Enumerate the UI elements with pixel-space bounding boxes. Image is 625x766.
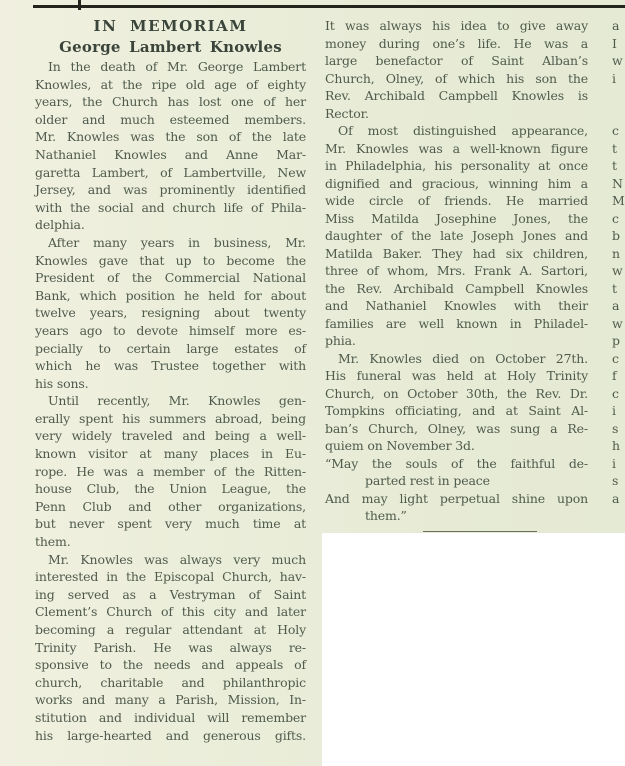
body-text-line: wide circle of friends. He married [325, 193, 588, 208]
body-text-line: quiem on November 3d. [325, 438, 475, 453]
cutoff-letter-fragment: s [612, 473, 619, 488]
body-text-line: twelve years, resigning about twenty [35, 305, 306, 321]
body-text-line: three of whom, Mrs. Frank A. Sartori, [325, 263, 588, 278]
article-title: IN MEMORIAM [93, 17, 248, 35]
article-subtitle: George Lambert Knowles [59, 38, 282, 56]
body-text-line: ban’s Church, Olney, was sung a Re- [325, 420, 588, 436]
body-text-line: his sons. [35, 375, 89, 391]
body-text-line: And may light perpetual shine upon [325, 490, 588, 506]
body-text-line: Rector. [325, 105, 369, 121]
body-text-line: very widely traveled and being a well- [35, 428, 306, 444]
body-text-line: In the death of Mr. George Lambert [48, 59, 306, 74]
middle-column [325, 16, 588, 550]
body-text-line: garetta Lambert, of Lambertville, New [35, 164, 306, 180]
printing-mark [78, 0, 81, 10]
body-text-line: Knowles, at the ripe old age of eighty [35, 76, 306, 92]
body-text-line: rope. He was a member of the Ritten- [35, 463, 306, 479]
body-text-line: and Nathaniel Knowles with their [325, 298, 588, 313]
cutoff-letter-fragment: M [612, 193, 625, 208]
body-text-line: which he was Trustee together with [35, 358, 306, 374]
body-text-line: years, the Church has lost one of her [35, 94, 306, 110]
cutoff-letter-fragment: w [612, 53, 623, 68]
body-text-line: Trinity Parish. He was always re- [35, 639, 306, 655]
body-text-line: in Philadelphia, his personality at once [325, 158, 588, 173]
body-text-line: phia. [325, 333, 356, 348]
cutoff-letter-fragment: b [612, 228, 621, 243]
body-text-line: Rev. Archibald Campbell Knowles is [325, 88, 588, 103]
cutoff-letter-fragment: i [612, 70, 616, 86]
body-text-line: Church, Olney, of which his son the [325, 70, 588, 86]
body-text-line: erally spent his summers abroad, being [35, 410, 306, 426]
body-text-line: his large-hearted and generous gifts. [35, 727, 306, 743]
body-text-line: Jersey, and was prominently identified [35, 182, 306, 198]
body-text-line: Mr. Knowles was always very much [48, 551, 306, 567]
body-text-line: stitution and individual will remember [35, 709, 306, 725]
body-text-line: Matilda Baker. They had six children, [325, 245, 588, 261]
left-column [35, 13, 306, 744]
body-text-line: becoming a regular attendant at Holy [35, 622, 306, 637]
cutoff-letter-fragment: n [612, 245, 621, 261]
body-text-line: years ago to devote himself more es- [35, 322, 306, 338]
body-text-line: Church, on October 30th, the Rev. Dr. [325, 385, 588, 401]
body-text-line: known visitor at many places in Eu- [35, 446, 306, 462]
cutoff-letter-fragment: s [612, 420, 619, 436]
right-column-fragments [612, 16, 625, 525]
middle-column-text [325, 17, 588, 525]
body-text-line: families are well known in Philadel- [325, 315, 588, 331]
cutoff-letter-fragment: c [612, 350, 620, 366]
body-text-line: delphia. [35, 217, 85, 233]
cutoff-letter-fragment: c [612, 123, 620, 138]
cutoff-letter-fragment: w [612, 315, 623, 331]
cutoff-letter-fragment: N [612, 175, 623, 191]
body-text-line: Knowles gave that up to become the [35, 252, 306, 268]
cutoff-letter-fragment: c [612, 210, 620, 226]
cutoff-letter-fragment: p [612, 333, 621, 348]
body-text-line: Until recently, Mr. Knowles gen- [48, 393, 306, 409]
cutoff-letter-fragment [612, 105, 625, 123]
cutoff-letter-fragment: f [612, 368, 617, 383]
body-text-line: but never spent very much time at [35, 516, 306, 532]
body-text-line: pecially to certain large estates of [35, 340, 306, 356]
body-text-line: interested in the Episcopal Church, hav- [35, 569, 306, 585]
body-text-line: Penn Club and other organizations, [35, 498, 306, 514]
cutoff-letter-fragment [612, 507, 625, 525]
body-text-line: them. [35, 534, 71, 550]
cutoff-letter-fragment: i [612, 455, 616, 471]
body-text-line: ing served as a Vestryman of Saint [35, 586, 306, 602]
cutoff-letter-fragment: h [612, 438, 621, 453]
body-text-line: money during one’s life. He was a [325, 35, 588, 51]
body-text-line: Nathaniel Knowles and Anne Mar- [35, 146, 306, 162]
cutoff-letter-fragment: t [612, 158, 618, 173]
body-text-line: large benefactor of Saint Alban’s [325, 53, 588, 68]
body-text-line: Mr. Knowles died on October 27th. [338, 350, 588, 366]
body-text-line: President of the Commercial National [35, 270, 306, 286]
body-text-line: Bank, which position he held for about [35, 287, 306, 303]
body-text-line: Mr. Knowles was the son of the late [35, 129, 306, 145]
cutoff-letter-fragment: I [612, 35, 617, 51]
body-text-line: Clement’s Church of this city and later [35, 604, 306, 620]
cutoff-letter-fragment: i [612, 403, 616, 418]
body-text-line: After many years in business, Mr. [48, 234, 306, 250]
body-text-line: the Rev. Archibald Campbell Knowles [325, 280, 588, 296]
cutoff-letter-fragment [612, 87, 625, 105]
body-text-line: Of most distinguished appearance, [338, 123, 588, 138]
cutoff-letter-fragment: w [612, 263, 623, 278]
body-text-line: sponsive to the needs and appeals of [35, 657, 306, 673]
body-text-line: “May the souls of the faithful de- [325, 455, 588, 471]
white-redaction-block [322, 533, 625, 766]
cutoff-letter-fragment: t [612, 140, 618, 156]
body-text-line: with the social and church life of Phila- [35, 199, 306, 215]
cutoff-letter-fragment: a [612, 298, 620, 313]
body-text-line: Mr. Knowles was a well-known figure [325, 140, 588, 156]
cutoff-letter-fragment: t [612, 280, 618, 296]
body-text-line: church, charitable and philanthropic [35, 674, 306, 690]
section-divider-rule [423, 531, 537, 532]
body-text-line: house Club, the Union League, the [35, 481, 306, 497]
right-column-text [612, 17, 625, 525]
cutoff-letter-fragment: a [612, 490, 620, 506]
body-text-line: His funeral was held at Holy Trinity [325, 368, 588, 383]
cutoff-letter-fragment: c [612, 385, 620, 401]
body-text-line: older and much esteemed members. [35, 111, 306, 127]
body-text-line: parted rest in peace [365, 473, 490, 488]
left-column-text [35, 58, 306, 744]
body-text-line: them.” [365, 508, 407, 523]
cutoff-letter-fragment: a [612, 18, 620, 33]
body-text-line: daughter of the late Joseph Jones and [325, 228, 588, 243]
body-text-line: It was always his idea to give away [325, 18, 588, 33]
body-text-line: works and many a Parish, Mission, In- [35, 692, 306, 708]
top-border-rule [33, 5, 625, 8]
body-text-line: dignified and gracious, winning him a [325, 175, 588, 191]
body-text-line: Tompkins officiating, and at Saint Al- [325, 403, 588, 418]
body-text-line: Miss Matilda Josephine Jones, the [325, 210, 588, 226]
